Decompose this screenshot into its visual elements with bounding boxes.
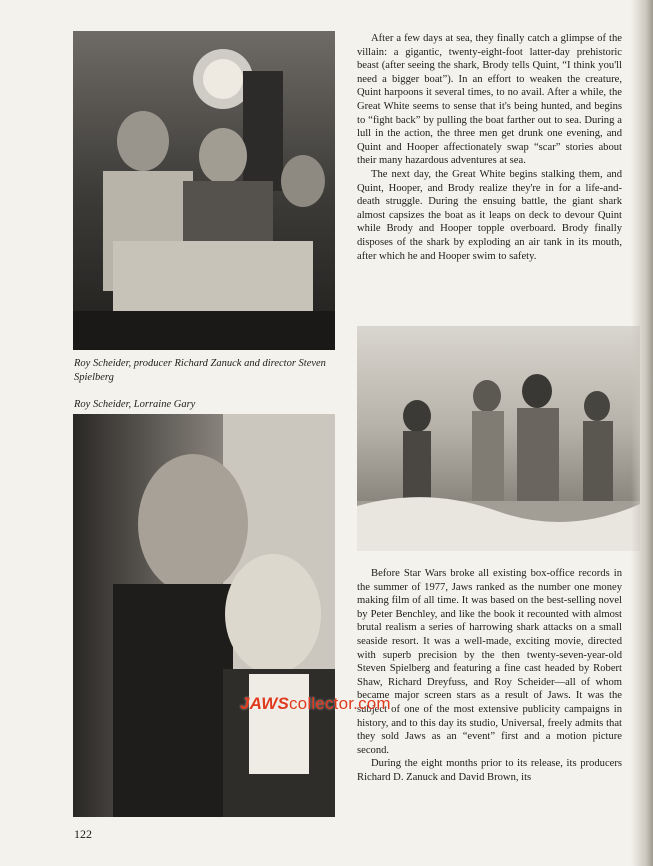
paragraph: During the eight months prior to its release, its producers Richard D. Zanuck and David Brown, its: [357, 758, 622, 783]
caption-scheider-gary: Roy Scheider, Lorraine Gary: [74, 399, 196, 410]
page-gutter-shadow: [631, 0, 653, 866]
paragraph: After a few days at sea, they finally catch a glimpse of the villain: a gigantic, twenty-eight-foot latter-day prehistoric beast (after seeing the shark, Brody tells Quint, “I think you'll need a bigger boat”). In an effort to weaken the creature, Quint harpoons it several times, to no avail. After a while, the Great White seems to sense that it's being hunted, and begins to “fight back” by pulling the boat farther out to sea. During a lull in the action, the three men get drunk one evening, and Quint and Hooper affectionately swap “scar” stories about their many hazardous adventures at sea.: [357, 33, 622, 167]
paragraph: Before Star Wars broke all existing box-office records in the summer of 1977, Jaws ranked as the number one money making film of all time. It was based on the best-selling novel by Peter Benchley, and like the book it recounted with almost brutal realism a series of harrowing shark attacks on a small seaside resort. It was a well-made, exciting movie, directed with superb precision by the then twenty-seven-year-old Steven Spielberg and featuring a fine cast headed by Robert Shaw, Richard Dreyfuss, and Roy Scheider—all of whom became major screen stars as a result of Jaws. It was the subject of one of the most extensive publicity campaigns in history, and to this day its studio, Universal, freely admits that they sold Jaws as an “event” first and a motion picture second.: [357, 568, 622, 756]
photo-beach-scene-image: [357, 326, 640, 551]
page-number: 122: [74, 827, 92, 841]
photo-scheider-gary: [73, 414, 335, 817]
photo-scheider-gary-image: [73, 414, 335, 817]
article-column-top: [357, 32, 622, 263]
watermark: [240, 694, 391, 714]
photo-director-producer: [73, 31, 335, 350]
watermark-brand: JAWS: [240, 694, 289, 713]
paragraph: The next day, the Great White begins stalking them, and Quint, Hooper, and Brody realize they're in for a life-and-death struggle. During the ensuing battle, the giant shark almost capsizes the boat as it leaps on deck to devour Quint while Brody and Hooper topple overboard. Brody finally disposes of the shark by exploding an air tank in its mouth, after which he and Hooper swim to safety.: [357, 168, 622, 262]
article-column-bottom: [357, 567, 622, 785]
photo-director-producer-image: [73, 31, 335, 350]
watermark-domain: collector.com: [288, 694, 391, 713]
caption-director-producer: Roy Scheider, producer Richard Zanuck and director Steven Spielberg: [74, 358, 326, 383]
photo-beach-scene: [357, 326, 640, 551]
